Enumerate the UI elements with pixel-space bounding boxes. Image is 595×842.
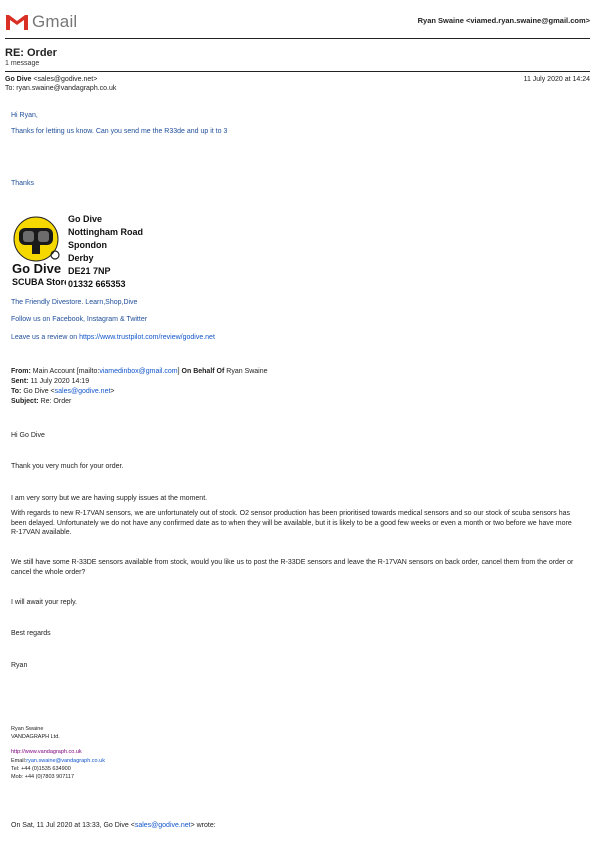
go-dive-logo [11, 215, 66, 290]
gmail-envelope-icon [5, 13, 29, 31]
from-suffix: ] [177, 368, 180, 375]
quoted-to [11, 388, 115, 395]
gmail-wordmark: Gmail [32, 12, 78, 31]
quoted-p6: Best regards [11, 630, 51, 637]
quoted-p7: Ryan [11, 662, 28, 669]
wrote-email-link[interactable]: sales@godive.net [134, 822, 191, 829]
wrote-suffix: > wrote: [190, 822, 216, 829]
quoted-p2: I am very sorry but we are having supply issues at the moment. [11, 495, 208, 502]
logo-address-4: DE21 7NP [68, 266, 111, 276]
subject-value: Re: Order [40, 398, 72, 405]
tagline: The Friendly Divestore. Learn,Shop,Dive [11, 299, 138, 306]
quoted-p5: I will await your reply. [11, 599, 78, 606]
gmail-logo[interactable] [5, 11, 78, 33]
logo-brand-line1: Go Dive [12, 261, 62, 276]
quoted-p4: We still have some R-33DE sensors available from stock, would you like us to post the R-33DE sensors and leave the R-17VAN sensors on back order, cancel them from the order or cancel the whole order? [11, 559, 574, 576]
message-count: 1 message [5, 60, 40, 67]
to-suffix: > [110, 388, 115, 395]
header-divider [5, 38, 590, 39]
behalf-label: On Behalf Of [181, 368, 225, 375]
sig-mob: Mob: +44 (0)7803 907117 [11, 774, 75, 780]
logo-address-0: Go Dive [68, 214, 103, 224]
message-divider [5, 71, 590, 72]
sig-company: VANDAGRAPH Ltd. [11, 734, 60, 740]
logo-brand-line2: SCUBA Store [12, 277, 66, 287]
sent-label: Sent: [11, 378, 29, 385]
sent-value: 11 July 2020 14:19 [30, 378, 90, 385]
behalf-name: Ryan Swaine [226, 368, 268, 375]
sender-name: Go Dive [5, 76, 32, 83]
from-email-link[interactable]: viamedinbox@gmail.com [99, 368, 178, 375]
logo-address-2: Spondon [68, 240, 107, 250]
thread-subject: RE: Order [5, 47, 57, 59]
to-email-link[interactable]: sales@godive.net [54, 388, 111, 395]
logo-address-1: Nottingham Road [68, 227, 143, 237]
wrote-prefix: On Sat, 11 Jul 2020 at 13:33, Go Dive < [11, 822, 135, 829]
from-label: From: [11, 368, 31, 375]
quoted-p1: Thank you very much for your order. [11, 463, 124, 470]
review-prefix: Leave us a review on [11, 334, 80, 341]
follow-us: Follow us on Facebook, Instagram & Twitter [11, 316, 148, 323]
recipient-line: To: ryan.swaine@vandagraph.co.uk [5, 85, 117, 92]
quoted-subject [11, 398, 71, 405]
review-line [11, 334, 215, 341]
subject-label: Subject: [11, 398, 39, 405]
sig-tel: Tel: +44 (0)1535 634900 [11, 766, 71, 772]
sig-email-link[interactable]: ryan.swaine@vandagraph.co.uk [26, 758, 105, 764]
quoted-p3: With regards to new R-17VAN sensors, we are unfortunately out of stock. O2 sensor production has been prioritised towards medical sensors and so our stock of scuba sensors has been delayed. Unfortunately we do not have any confirmed date as to when they will be available, but it is likely to be a good few weeks or even a month or two before we have more R-17VAN available. [11, 510, 572, 536]
sig-email-label: Email: [11, 758, 27, 764]
reply-line1: Thanks for letting us know. Can you send me the R33de and up it to 3 [11, 128, 228, 135]
to-label: To: [11, 388, 22, 395]
sig-name: Ryan Swaine [11, 726, 44, 732]
quoted-greeting: Hi Go Dive [11, 432, 45, 439]
account-label: Ryan Swaine <viamed.ryan.swaine@gmail.com> [417, 16, 590, 25]
logo-address-3: Derby [68, 253, 94, 263]
from-text: Main Account [mailto: [32, 368, 100, 375]
trustpilot-link[interactable]: https://www.trustpilot.com/review/godive.net [79, 334, 215, 341]
reply-greeting: Hi Ryan, [11, 112, 38, 119]
sig-email-line [11, 758, 105, 764]
quoted-sent [11, 378, 89, 385]
quoted-from [11, 368, 268, 375]
wrote-line [11, 822, 216, 829]
sender-email: <sales@godive.net> [33, 76, 98, 83]
sender-line [5, 76, 97, 83]
message-date: 11 July 2020 at 14:24 [523, 76, 590, 83]
diver-icon [11, 215, 66, 290]
to-name: Go Dive < [23, 388, 55, 395]
reply-thanks: Thanks [11, 180, 34, 187]
logo-address-5: 01332 665353 [68, 279, 126, 289]
sig-website-link[interactable]: http://www.vandagraph.co.uk [11, 749, 82, 755]
